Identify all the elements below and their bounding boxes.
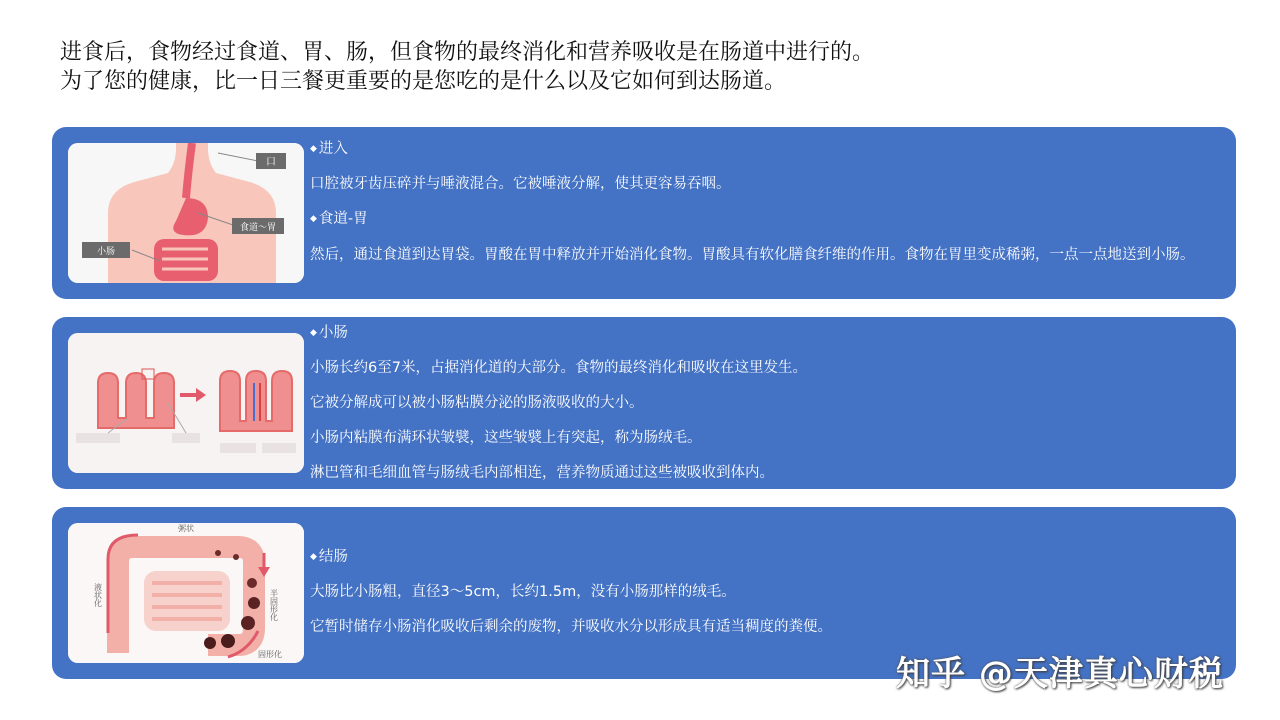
label-small-intestine: 小肠 — [96, 247, 116, 257]
intestinal-villi-illustration-icon — [68, 333, 304, 473]
label-liquid: 液状化 — [93, 583, 103, 607]
card-mouth-stomach — [52, 127, 1236, 299]
intro-line-2: 为了您的健康，比一日三餐更重要的是您吃的是什么以及它如何到达肠道。 — [60, 69, 787, 94]
label-porridge: 粥状 — [178, 524, 194, 533]
intro-line-1: 进食后，食物经过食道、胃、肠，但食物的最终消化和营养吸收是在肠道中进行的。 — [60, 40, 875, 65]
card-3-body-2: 它暂时储存小肠消化吸收后剩余的废物，并吸收水分以形成具有适当稠度的粪便。 — [310, 619, 832, 635]
label-esophagus-stomach: 食道～胃 — [239, 223, 277, 233]
card-small-intestine — [52, 317, 1236, 489]
label-solid: 固形化 — [258, 650, 282, 659]
digestive-system-illustration-icon — [68, 143, 304, 283]
card-3-text — [310, 547, 1216, 652]
card-1-heading-1: ◆ 进入 — [310, 139, 1216, 159]
card-2-heading-1: ◆ 小肠 — [310, 323, 1216, 343]
card-3-body-1: 大肠比小肠粗，直径3～5cm，长约1.5m，没有小肠那样的绒毛。 — [310, 584, 736, 600]
card-2-body-4: 淋巴管和毛细血管与肠绒毛内部相连，营养物质通过这些被吸收到体内。 — [310, 465, 774, 481]
card-2-body-3: 小肠内粘膜布满环状皱襞，这些皱襞上有突起，称为肠绒毛。 — [310, 430, 702, 446]
card-1-text — [310, 139, 1216, 282]
intro-text — [60, 38, 874, 96]
card-2-body-1: 小肠长约6至7米，占据消化道的大部分。食物的最终消化和吸收在这里发生。 — [310, 360, 807, 376]
card-3-heading-1: ◆ 结肠 — [310, 547, 1216, 567]
card-1-body-2: 然后，通过食道到达胃袋。胃酸在胃中释放并开始消化食物。胃酸具有软化膳食纤维的作用。食物在胃里变成稀粥，一点一点地送到小肠。 — [310, 247, 1195, 263]
label-semi-solid: 半固形化 — [269, 589, 279, 621]
card-2-body-2: 它被分解成可以被小肠粘膜分泌的肠液吸收的大小。 — [310, 395, 644, 411]
card-1-heading-2: ◆ 食道-胃 — [310, 209, 1216, 229]
watermark: 知乎 @天津真心财税 — [896, 654, 1224, 694]
large-intestine-illustration-icon — [68, 523, 304, 663]
card-2-text — [310, 323, 1216, 498]
label-mouth: 口 — [266, 157, 276, 168]
card-1-body-1: 口腔被牙齿压碎并与唾液混合。它被唾液分解，使其更容易吞咽。 — [310, 176, 731, 192]
